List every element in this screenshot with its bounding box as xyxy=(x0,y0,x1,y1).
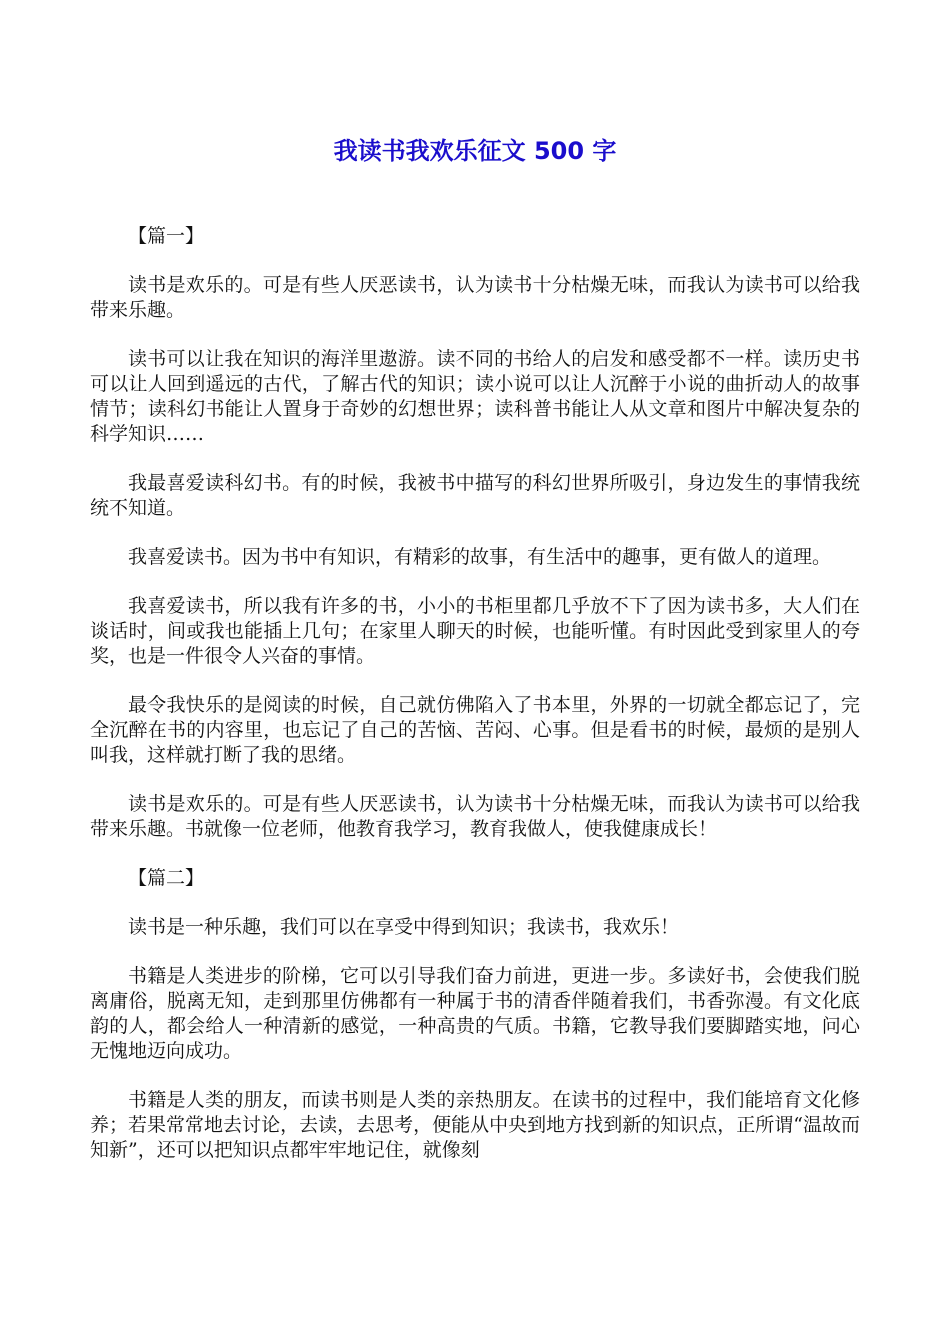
document-title: 我读书我欢乐征文 500 字 xyxy=(333,137,617,165)
section-heading-2: 【篇二】 xyxy=(128,867,205,889)
paragraph: 读书是欢乐的。可是有些人厌恶读书，认为读书十分枯燥无味，而我认为读书可以给我带来乐趣。书就像一位老师，他教育我学习，教育我做人，使我健康成长！ xyxy=(90,793,860,840)
paragraph: 读书可以让我在知识的海洋里遨游。读不同的书给人的启发和感受都不一样。读历史书可以让人回到遥远的古代，了解古代的知识；读小说可以让人沉醉于小说的曲折动人的故事情节；读科幻书能让人置身于奇妙的幻想世界；读科普书能让人从文章和图片中解决复杂的科学知识…… xyxy=(90,348,860,445)
document-body xyxy=(90,224,860,1187)
paragraph: 书籍是人类的朋友，而读书则是人类的亲热朋友。在读书的过程中，我们能培育文化修养；若果常常地去讨论，去读，去思考，便能从中央到地方找到新的知识点，正所谓“温故而知新”，还可以把知识点都牢牢地记住，就像刻 xyxy=(90,1089,860,1161)
section-heading-1: 【篇一】 xyxy=(128,225,205,247)
paragraph: 最令我快乐的是阅读的时候，自己就仿佛陷入了书本里，外界的一切就全都忘记了，完全沉醉在书的内容里，也忘记了自己的苦恼、苦闷、心事。但是看书的时候，最烦的是别人叫我，这样就打断了我的思绪。 xyxy=(90,694,860,766)
paragraph: 读书是欢乐的。可是有些人厌恶读书，认为读书十分枯燥无味，而我认为读书可以给我带来乐趣。 xyxy=(90,274,860,321)
paragraph: 我喜爱读书。因为书中有知识，有精彩的故事，有生活中的趣事，更有做人的道理。 xyxy=(128,546,832,568)
paragraph: 我最喜爱读科幻书。有的时候，我被书中描写的科幻世界所吸引，身边发生的事情我统统不知道。 xyxy=(90,472,860,519)
paragraph: 书籍是人类进步的阶梯，它可以引导我们奋力前进，更进一步。多读好书，会使我们脱离庸俗，脱离无知，走到那里仿佛都有一种属于书的清香伴随着我们，书香弥漫。有文化底韵的人，都会给人一种清新的感觉，一种高贵的气质。书籍，它教导我们要脚踏实地，问心无愧地迈向成功。 xyxy=(90,965,860,1062)
paragraph: 读书是一种乐趣，我们可以在享受中得到知识；我读书，我欢乐！ xyxy=(128,916,680,938)
paragraph: 我喜爱读书，所以我有许多的书，小小的书柜里都几乎放不下了因为读书多，大人们在谈话时，间或我也能插上几句；在家里人聊天的时候，也能听懂。有时因此受到家里人的夸奖，也是一件很令人兴奋的事情。 xyxy=(90,595,860,667)
